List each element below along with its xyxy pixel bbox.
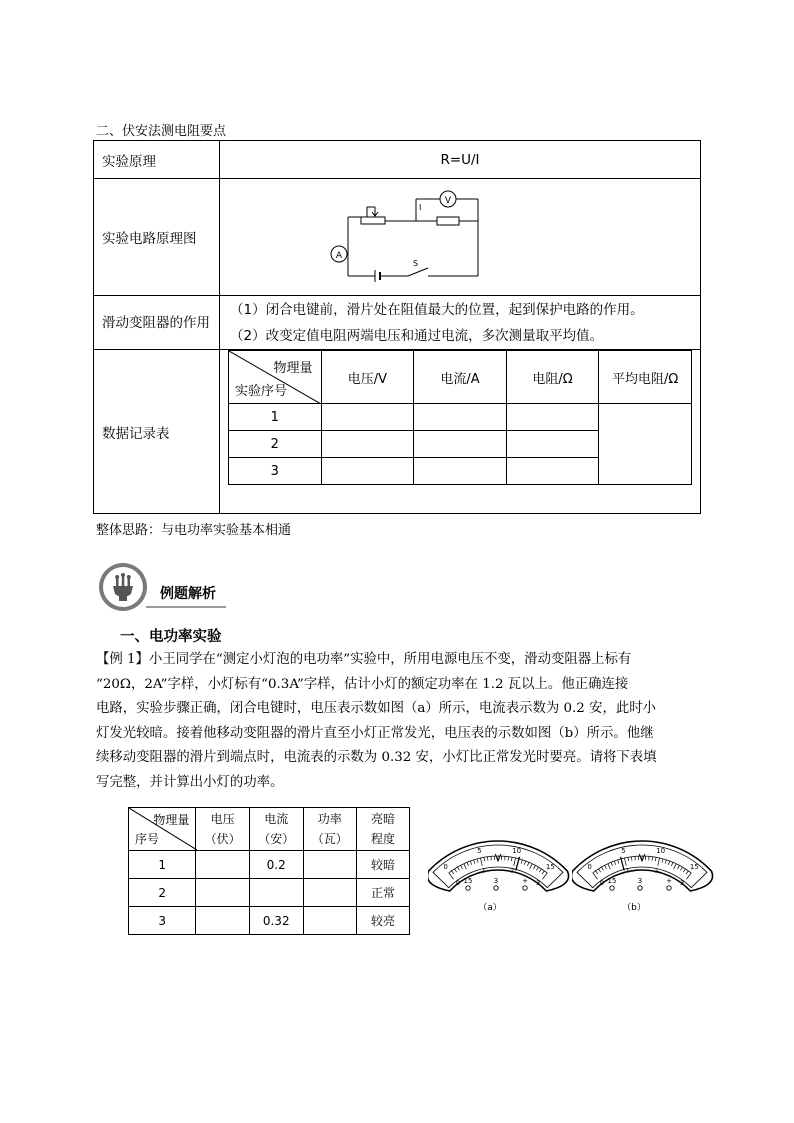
rheostat-label: 滑动变阻器的作用 [94, 296, 220, 350]
rheostat-cell [220, 296, 701, 350]
meter-upper-label: 15 [689, 863, 699, 872]
example-table [128, 807, 410, 935]
voltmeter-letter: V [444, 196, 452, 206]
ex-cell-brightness: 正常 [357, 879, 410, 907]
example-paragraph [96, 648, 708, 796]
circuit-cell [220, 179, 701, 296]
cell [414, 431, 507, 458]
rheostat-item-2: （2）改变定值电阻两端电压和通过电流，多次测量取平均值。 [230, 327, 604, 344]
ex-header-bottom: （瓦） [311, 832, 348, 846]
meter-lower-label: 0 [599, 878, 605, 887]
meter-terminal-label: + [522, 877, 528, 885]
meter-terminal [667, 886, 671, 890]
cell [506, 431, 599, 458]
ex-corner-top: 物理量 [153, 813, 190, 827]
ex-header-top: 亮暗 [371, 812, 396, 826]
ex-cell-voltage [196, 851, 250, 879]
ex-row-number: 2 [129, 879, 196, 907]
switch-letter: S [413, 259, 419, 268]
ex-cell-power [303, 907, 357, 935]
meter-lower-label: 2 [654, 866, 659, 875]
example-table-corner [129, 808, 196, 851]
meter-lower-label: 0 [455, 878, 461, 887]
meter-upper-label: 5 [477, 847, 482, 856]
overall-idea: 整体思路：与电功率实验基本相通 [96, 523, 292, 538]
banner-underline [146, 606, 226, 608]
ex-cell-voltage [196, 879, 250, 907]
meter-lower-label: 3 [679, 878, 685, 887]
data-table-corner [229, 351, 322, 404]
example-badge [99, 563, 147, 611]
circuit-label: 实验电路原理图 [94, 179, 220, 296]
meter-lower-label: 1 [481, 866, 486, 875]
meter-terminal-label: 3 [637, 877, 643, 885]
meter-terminal [494, 886, 498, 890]
paragraph-line: 续移动变阻器的滑片到端点时，电流表的示数为 0.32 安，小灯比正常发光时要亮。请将下表填 [96, 750, 657, 766]
voltmeter-b [572, 818, 722, 918]
cell [321, 404, 414, 431]
ex-header-brightness [357, 808, 410, 851]
resistor-symbol [437, 217, 459, 225]
cell [506, 404, 599, 431]
ex-cell-current [249, 879, 303, 907]
ex-header-bottom: （安） [258, 832, 295, 846]
ex-header-top: 电压 [210, 812, 235, 826]
corner-top-label: 物理量 [273, 361, 313, 376]
meter-upper-label: 5 [621, 847, 626, 856]
paragraph-line: 灯发光较暗。接着他移动变阻器的滑片直至小灯正常发光，电压表的示数如图（b）所示。他继 [96, 725, 654, 741]
ex-header-top: 功率 [317, 812, 342, 826]
corner-bottom-label: 实验序号 [235, 384, 288, 399]
meter-terminal-label: + [666, 877, 672, 885]
paragraph-line: 电路，实验步骤正确，闭合电键时，电压表示数如图（a）所示，电流表示数为 0.2 安，此时小 [96, 701, 657, 717]
ex-cell-voltage [196, 907, 250, 935]
meter-terminal [523, 886, 527, 890]
crown-lamp-icon [99, 563, 147, 611]
method-summary-table [93, 140, 701, 514]
section-title: 二、伏安法测电阻要点 [96, 124, 227, 139]
principle-label: 实验原理 [94, 141, 220, 179]
ex-cell-brightness: 较亮 [357, 907, 410, 935]
meter-caption: （a） [478, 903, 502, 913]
record-label: 数据记录表 [94, 350, 220, 514]
rheostat-item-1: （1）闭合电键前，滑片处在阻值最大的位置，起到保护电路的作用。 [230, 301, 644, 318]
row-number: 3 [229, 458, 322, 485]
ex-header-bottom: （伏） [204, 832, 241, 846]
cell [506, 458, 599, 485]
meter-lower-label: 3 [535, 878, 541, 887]
ex-cell-current: 0.2 [249, 851, 303, 879]
paragraph-line: 【例 1】小王同学在“测定小灯泡的电功率”实验中，所用电源电压不变，滑动变阻器上标有 [96, 652, 632, 667]
circuit-diagram [220, 179, 700, 295]
meter-terminal-label: 15 [607, 877, 617, 885]
ex-cell-power [303, 851, 357, 879]
meter-unit: V [494, 853, 502, 864]
voltmeter-a [428, 818, 578, 918]
meter-terminal [638, 886, 642, 890]
meter-terminal [466, 886, 470, 890]
meter-upper-label: 0 [443, 863, 448, 872]
ex-header-power [303, 808, 357, 851]
meter-terminal [610, 886, 614, 890]
data-record-table [228, 350, 692, 485]
cell [321, 458, 414, 485]
ex-header-top: 电流 [264, 812, 289, 826]
subsection-title: 一、电功率实验 [120, 629, 222, 645]
meter-caption: （b） [622, 903, 646, 913]
ex-cell-power [303, 879, 357, 907]
ex-row-number: 3 [129, 907, 196, 935]
principle-value: R=U/I [220, 141, 701, 179]
avg-cell [599, 404, 692, 485]
meter-upper-label: 10 [656, 847, 666, 856]
meter-terminal-label: 15 [463, 877, 473, 885]
row-number: 2 [229, 431, 322, 458]
cell [414, 404, 507, 431]
meter-lower-label: 1 [625, 866, 630, 875]
ex-header-bottom: 程度 [371, 832, 396, 846]
cell [321, 431, 414, 458]
ex-corner-bottom: 序号 [135, 832, 160, 846]
meter-upper-label: 0 [587, 863, 592, 872]
ex-cell-current: 0.32 [249, 907, 303, 935]
current-mark: I [419, 203, 422, 212]
paragraph-line: 写完整，并计算出小灯的功率。 [96, 774, 284, 790]
header-voltage: 电压/V [321, 351, 414, 404]
header-resistance: 电阻/Ω [506, 351, 599, 404]
meter-unit: V [638, 853, 646, 864]
meter-lower-label: 2 [510, 866, 515, 875]
record-cell [220, 350, 701, 514]
ex-row-number: 1 [129, 851, 196, 879]
example-banner-title: 例题解析 [160, 586, 216, 602]
meter-upper-label: 15 [545, 863, 555, 872]
cell [414, 458, 507, 485]
ex-header-current [249, 808, 303, 851]
header-avg-resistance: 平均电阻/Ω [599, 351, 692, 404]
paragraph-line: “20Ω，2A”字样，小灯标有“0.3A”字样，估计小灯的额定功率在 1.2 瓦以上。他正确连接 [96, 676, 629, 692]
rheostat-symbol [361, 217, 385, 224]
meter-upper-label: 10 [512, 847, 522, 856]
ex-cell-brightness: 较暗 [357, 851, 410, 879]
ammeter-letter: A [335, 251, 343, 261]
ex-header-voltage [196, 808, 250, 851]
row-number: 1 [229, 404, 322, 431]
header-current: 电流/A [414, 351, 507, 404]
meter-terminal-label: 3 [493, 877, 499, 885]
